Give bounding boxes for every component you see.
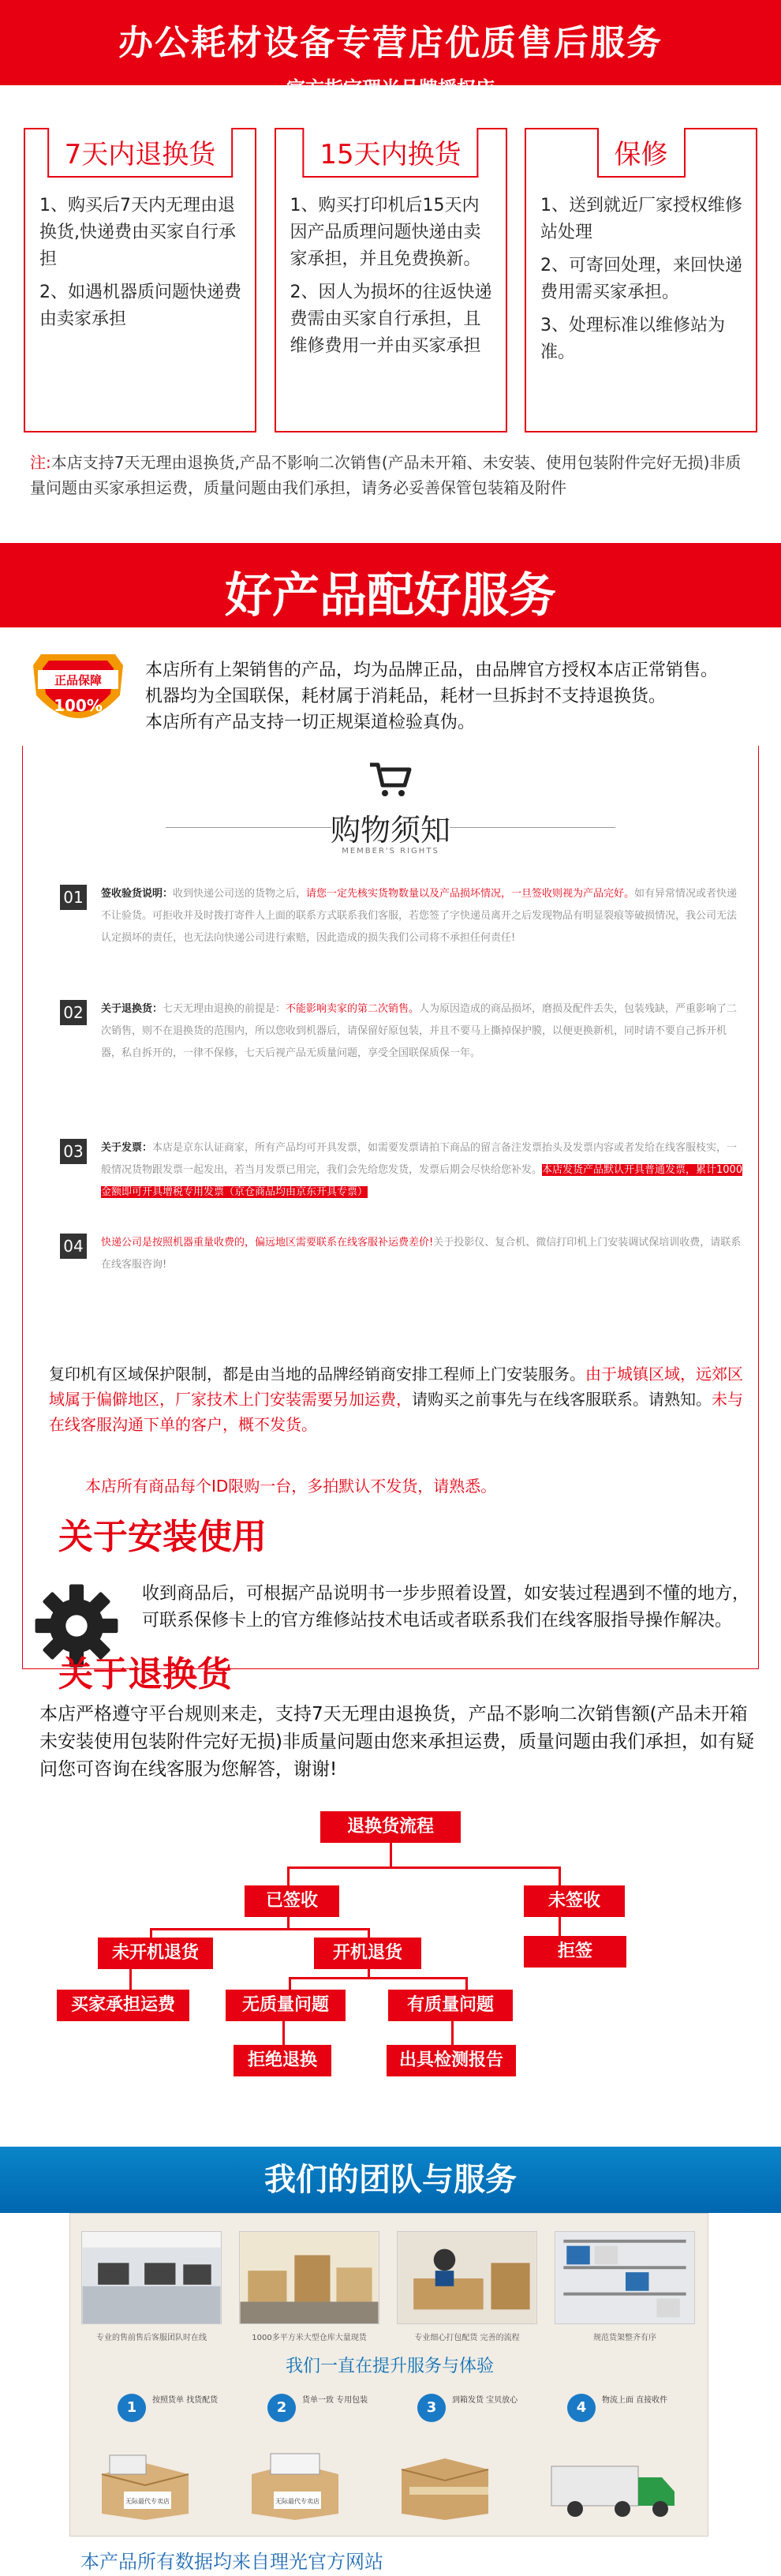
- delivery-truck-icon: [544, 2451, 686, 2522]
- promise-line: 本店所有产品支持一切正规渠道检验真伪。: [145, 713, 476, 732]
- rule-text: 关于投影仪、复合机、微信打印机上门安装调试保培训收费，请联系在线客服咨询!: [101, 1237, 742, 1271]
- step-number: 3: [417, 2394, 446, 2422]
- copier-notice: [49, 1361, 743, 1437]
- flow-connector: [150, 1928, 152, 1938]
- rule-head: 关于退换货：: [101, 1003, 163, 1015]
- footer-note: 本产品所有数据均来自理光官方网站: [80, 2551, 383, 2573]
- photo-caption: 专业细心打包配货 完善的流程: [414, 2334, 520, 2342]
- rule-highlight: 快递公司是按照机器重量收费的，偏远地区需要联系在线客服补运费差价!: [101, 1237, 434, 1249]
- policy-item: 1、送到就近厂家授权维修站处理: [540, 196, 742, 242]
- team-panel: [69, 2213, 708, 2537]
- rule-number: 04: [60, 1234, 87, 1259]
- promise-line: 机器均为全国联保，耗材属于消耗品，耗材一旦拆封不支持退换货。: [145, 687, 667, 706]
- flow-connector: [289, 1977, 291, 1990]
- flow-connector: [465, 1977, 468, 1990]
- flow-connector: [289, 1977, 467, 1979]
- one-id-notice: 本店所有商品每个ID限购一台，多拍默认不发货，请熟悉。: [85, 1477, 497, 1496]
- open-box-illustration: [86, 2451, 204, 2522]
- flow-report: 出具检测报告: [387, 2045, 516, 2076]
- rule-item: [60, 1137, 746, 1204]
- copier-highlight: 未与在线客服沟通下单的客户，概不发货。: [49, 1390, 743, 1434]
- note-text: 本店支持7天无理由退换货,产品不影响二次销售(产品未开箱、未安装、使用包装附件完好无损)非质量问题由买家承担运费，质量问题由我们承担，请务必妥善保管包装箱及附件: [30, 453, 742, 497]
- rule-head: 关于发票：: [101, 1142, 153, 1154]
- rule-text: 本店是京东认证商家，所有产品均可开具发票，如需要发票请拍下商品的留言备注发票抬头及发票内容或者发给在线客服枝实，一般情况货物跟发票一起发出，若当月发票已用完，我们会先给您发货，发票后期会尽快给您补发。: [101, 1142, 738, 1176]
- shopping-cart-icon: [368, 760, 413, 799]
- copier-text: 请购买之前事先与在线客服联系。请熟知。: [412, 1390, 712, 1409]
- after-sales-section: [0, 0, 781, 549]
- flow-unopened: 未开机退货: [98, 1938, 213, 1969]
- install-title: 关于安装使用: [58, 1517, 267, 1557]
- sealed-box-illustration: [386, 2451, 504, 2522]
- flow-has-issue: 有质量问题: [388, 1990, 513, 2021]
- copier-text: 复印机有区域保护限制，都是由当地的品牌经销商安排工程师上门安装服务。: [49, 1365, 585, 1383]
- top-banner: [0, 0, 781, 99]
- step-text: 按照货单 找货配货: [152, 2396, 219, 2405]
- badge-top-text: 正品保障: [54, 673, 103, 687]
- rule-text: 人为原因造成的商品损坏，磨损及配件丢失，包装残缺，严重影响了二次销售，则不在退换货的范围内，所以您收到机器后，请保留好原包装，并且不要马上撕掉保护膜，以便更换新机，同时请不要自己拆开机器，私自拆开的，一律不保修，七天后视产品无质量问题，享受全国联保质保一年。: [101, 1003, 738, 1059]
- photo-caption: 1000多平方米大型仓库大量现货: [252, 2334, 367, 2342]
- step-text: 物流上面 直接收件: [602, 2396, 668, 2405]
- rule-item: [60, 883, 746, 949]
- flow-root: 退换货流程: [320, 1811, 461, 1843]
- service-section: [0, 549, 781, 1701]
- returns-title: 关于退换货: [58, 1654, 232, 1694]
- flow-no-issue: 无质量问题: [226, 1990, 346, 2021]
- shopping-notice-subtitle: MEMBER'S RIGHTS: [342, 847, 439, 856]
- rule-text: 七天无理由退换的前提是：: [163, 1003, 286, 1015]
- rule-text: 收到快递公司送的货物之后，: [173, 888, 307, 900]
- flow-connector: [287, 1866, 290, 1885]
- install-text: 收到商品后，可根据产品说明书一步步照着设置，如安装过程遇到不懂的地方，可联系保修卡上的官方维修站技术电话或者联系我们在线客服指导操作解决。: [142, 1584, 750, 1631]
- returns-text: 本店严格遵守平台规则来走，支持7天无理由退换货，产品不影响二次销售额(产品未开箱未安装使用包装附件完好无损)非质量问题由您来承担运费，质量问题由我们承担，如有疑问您可咨询在线客服为您解答，谢谢!: [39, 1704, 754, 1780]
- rule-number: 02: [60, 1000, 87, 1025]
- improve-title: 我们一直在提升服务与体验: [285, 2357, 494, 2376]
- promise-line: 本店所有上架销售的产品，均为品牌正品，由品牌官方授权本店正常销售。: [145, 661, 719, 680]
- flow-connector: [451, 2021, 454, 2045]
- returns-section: [0, 1654, 781, 2147]
- policy-box-warranty: [525, 128, 757, 432]
- rule-number: 01: [60, 885, 87, 910]
- flow-connector: [559, 1866, 561, 1885]
- policy-box-7day: [24, 128, 256, 432]
- step-text: 货单一致 专用包装: [302, 2396, 368, 2405]
- policy-box-15day: [275, 128, 507, 432]
- rule-highlight: 请您一定先核实货物数量以及产品损坏情况，一旦签收则视为产品完好。: [306, 888, 635, 900]
- genuine-promise: [27, 648, 760, 732]
- photo-caption: 规范货架整齐有序: [593, 2334, 656, 2342]
- photo-caption: 专业的售前售后客服团队时在线: [96, 2334, 207, 2342]
- genuine-badge-icon: [27, 648, 129, 735]
- flow-buyer-ship: 买家承担运费: [57, 1990, 189, 2021]
- rule-highlight: 本店发货产品默认开具普通发票，累计1000金额即可开具增税专用发票（京仓商品均由京东开具专票）: [101, 1164, 743, 1198]
- flow-signed: 已签收: [245, 1885, 339, 1917]
- policy-item: 2、如遇机器质问题快递费由卖家承担: [39, 283, 241, 329]
- policy-item: 2、因人为损坏的往返快递费需由买家自行承担，且维修费用一并由买家承担: [290, 283, 492, 356]
- flow-reject: 拒绝退换: [234, 2045, 331, 2076]
- rule-number: 03: [60, 1139, 87, 1164]
- flow-connector: [282, 2021, 285, 2045]
- shelf-photo: [555, 2231, 695, 2324]
- step-number: 1: [118, 2394, 146, 2422]
- warehouse-photo: [239, 2231, 379, 2324]
- shopping-notice-title: 购物须知: [330, 813, 450, 848]
- promise-text: [145, 657, 718, 736]
- policy-item: 1、购买后7天内无理由退换货,快递费由买家自行承担: [39, 196, 236, 269]
- rule-head: 签收验货说明：: [101, 888, 174, 900]
- divider: [0, 543, 781, 549]
- policy-boxes: [24, 128, 757, 432]
- box-label: 无际最代专卖店: [125, 2498, 170, 2505]
- box-label: 无际最代专卖店: [275, 2498, 320, 2505]
- step-text: 到箱发货 宝贝放心: [452, 2396, 518, 2405]
- flow-unsigned: 未签收: [524, 1885, 625, 1917]
- policy-note: [30, 450, 756, 500]
- badge-percent: 100%: [54, 696, 103, 715]
- flow-connector: [129, 1969, 132, 1990]
- packing-photo: [397, 2231, 537, 2324]
- policy-item: 3、处理标准以维修站为准。: [540, 316, 725, 362]
- policy-title: 7天内退换货: [47, 128, 234, 178]
- policy-title: 保修: [597, 128, 686, 178]
- team-section: [0, 2147, 781, 2576]
- rule-highlight: 不能影响卖家的第二次销售。: [286, 1003, 420, 1015]
- rule-item: [60, 1232, 746, 1276]
- service-banner: 好产品配好服务: [0, 549, 781, 627]
- note-prefix: 注:: [30, 453, 51, 472]
- printer-box-illustration: [236, 2451, 354, 2522]
- flow-refuse: 拒签: [524, 1936, 626, 1968]
- step-number: 2: [267, 2394, 296, 2422]
- flow-connector: [559, 1917, 561, 1936]
- page-subtitle: 官方指定理光品牌授权店: [286, 77, 495, 99]
- step-number: 4: [567, 2394, 596, 2422]
- policy-title: 15天内换货: [302, 128, 478, 178]
- team-title: 我们的团队与服务: [0, 2147, 781, 2213]
- flow-connector: [150, 1928, 369, 1930]
- rule-text: 如有异常情况或者快递不让验货。可拒收并及时拨打寄件人上面的联系方式联系我们客服，若您签了字快递员离开之后发现物品有明显裂痕等破损情况，我公司无法认定损坏的责任，也无法向快递公司进行索赔，因此造成的损失我们公司将不承担任何责任!: [101, 888, 738, 944]
- policy-item: 2、可寄回处理，来回快递费用需买家承担。: [540, 256, 742, 302]
- office-photo: [81, 2231, 222, 2324]
- page-title: 办公耗材设备专营店优质售后服务: [118, 23, 663, 63]
- flow-connector: [390, 1843, 392, 1868]
- flow-connector: [368, 1928, 370, 1938]
- flow-connector: [287, 1866, 560, 1869]
- copier-highlight: 由于城镇区域，远郊区域属于偏僻地区，厂家技术上门安装需要另加运费，: [49, 1365, 743, 1409]
- policy-item: 1、购买打印机后15天内因产品质理问题快递由卖家承担，并且免费换新。: [290, 196, 481, 269]
- flow-opened: 开机退货: [314, 1938, 421, 1969]
- rule-item: [60, 998, 746, 1065]
